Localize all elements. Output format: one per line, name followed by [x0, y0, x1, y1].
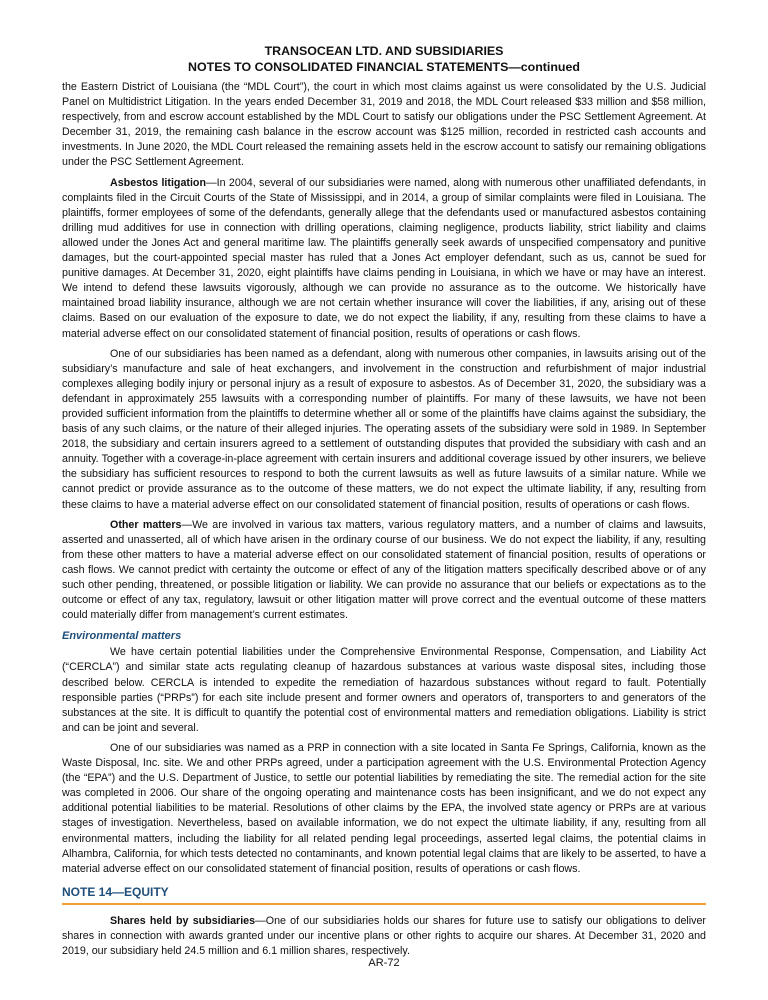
shares-held-text: —One of our subsidiaries holds our shares for future use to satisfy our obligations to deliver shares in connection with awards granted under our incentive plans or other rights to acquire our shares. At December 31, 2020 and 2019, our subsidiary held 24.5 million and 6.1 million shares, respectively. [62, 914, 706, 958]
paragraph-cercla: We have certain potential liabilities under the Comprehensive Environmental Response, Compensation, and Liability Act (“CERCLA”) and similar state acts regulating cleanup of hazardous substances at various waste disposal sites, including those described below. CERCLA is intended to expedite the remediation of hazardous substances without regard to fault. Potentially responsible parties (“PRPs”) for each site include present and former owners and operators of, transporters to and generators of the substances at the site. It is difficult to quantify the potential cost of environmental matters and remediation obligations. Liability is strict and can be joint and several. [62, 646, 706, 734]
paragraph-shares-held [62, 914, 706, 959]
document-body [62, 80, 706, 964]
paragraph-mdl-court: the Eastern District of Louisiana (the “MDL Court”), the court in which most claims against us were consolidated by the U.S. Judicial Panel on Multidistrict Litigation. In the years ended December 31, 2019 and 2018, the MDL Court released $33 million and $58 million, respectively, from and escrow account established by the MDL Court to satisfy our obligations under the PSC Settlement Agreement. At December 31, 2019, the remaining cash balance in the escrow account was $125 million, recorded in restricted cash accounts and investments. In June 2020, the MDL Court released the remaining assets held in the escrow account to satisfy our remaining obligations under the PSC Settlement Agreement. [62, 81, 706, 169]
asbestos-litigation-text: —In 2004, several of our subsidiaries were named, along with numerous other unaffiliated defendants, in complaints filed in the Circuit Courts of the State of Mississippi, and in 2014, a group of similar complaints were filed in Louisiana. The plaintiffs, former employees of some of the defendants, generally allege that the defendants used or manufactured asbestos containing drilling mud additives for use in connection with drilling operations, claiming negligence, products liability, strict liability and claims allowed under the Jones Act and general maritime law. The plaintiffs generally seek awards of unspecified compensatory and punitive damages, but the court-appointed special master has ruled that a Jones Act employer defendant, such as us, cannot be sued for punitive damages. At December 31, 2020, eight plaintiffs have claims pending in Louisiana, in which we have or may have an interest. We intend to defend these lawsuits vigorously, although we can provide no assurance as to the outcome. We historically have maintained broad liability insurance, although we are not certain whether insurance will cover the liabilities, if any, arising out of these claims. Based on our evaluation of the exposure to date, we do not expect the liability, if any, resulting from these claims to have a material adverse effect on our consolidated statement of financial position, results of operations or cash flows. [62, 176, 706, 340]
paragraph-asbestos-litigation [62, 176, 706, 342]
section-subtitle: NOTES TO CONSOLIDATED FINANCIAL STATEMENTS—continued [188, 60, 580, 74]
other-matters-heading: Other matters [110, 518, 182, 531]
asbestos-litigation-heading: Asbestos litigation [110, 176, 206, 189]
page-number: AR-72 [368, 957, 400, 969]
page-header [0, 43, 768, 75]
company-name: TRANSOCEAN LTD. AND SUBSIDIARIES [264, 44, 504, 58]
shares-held-heading: Shares held by subsidiaries [110, 914, 256, 927]
note-14-heading: NOTE 14—EQUITY [62, 885, 706, 905]
paragraph-other-matters [62, 518, 706, 624]
paragraph-heat-exchangers: One of our subsidiaries has been named as a defendant, along with numerous other companies, in lawsuits arising out of the subsidiary’s manufacture and sale of heat exchangers, and involvement in the construction and refurbishment of major industrial complexes alleging bodily injury or personal injury as a result of exposure to asbestos. As of December 31, 2020, the subsidiary was a defendant in approximately 255 lawsuits with a corresponding number of plaintiffs. For many of these lawsuits, we have not been provided sufficient information from the plaintiffs to determine whether all or some of the plaintiffs have claims against the subsidiary, the basis of any such claims, or the nature of their alleged injuries. The operating assets of the subsidiary were sold in 1989. In September 2018, the subsidiary and certain insurers agreed to a settlement of outstanding disputes that provided the subsidiary with cash and an annuity. Together with a coverage-in-place agreement with certain insurers and additional coverage issued by other insurers, we believe the subsidiary has sufficient resources to respond to both the current lawsuits as well as future lawsuits of a similar nature. While we cannot predict or provide assurance as to the outcome of these matters, we do not expect the ultimate liability, if any, resulting from these claims to have a material adverse effect on our consolidated statement of financial position, results of operations or cash flows. [62, 347, 706, 511]
paragraph-santa-fe-springs: One of our subsidiaries was named as a PRP in connection with a site located in Santa Fe Springs, California, known as the Waste Disposal, Inc. site. We and other PRPs agreed, under a participation agreement with the U.S. Environmental Protection Agency (the “EPA”) and the U.S. Department of Justice, to settle our potential liabilities by remediating the site. The remedial action for the site was completed in 2006. Our share of the ongoing operating and maintenance costs has been insignificant, and we do not expect any additional potential liabilities to be material. Resolutions of other claims by the EPA, the involved state agency or PRPs are at various stages of investigation. Nevertheless, based on available information, we do not expect the ultimate liability, if any, resulting from all environmental matters, including the liability for all related pending legal proceedings, asserted legal claims, the potential claims in Alhambra, California, for which tests detected no contaminants, and known potential legal claims that are likely to be asserted, to have a material adverse effect on our consolidated statement of financial position, results of operations or cash flows. [62, 741, 706, 875]
environmental-matters-heading: Environmental matters [62, 630, 182, 643]
other-matters-text: —We are involved in various tax matters, various regulatory matters, and a number of claims and lawsuits, asserted and unasserted, all of which have arisen in the ordinary course of our business. We do not expect the liability, if any, resulting from these other matters to have a material adverse effect on our consolidated statement of financial position, results of operations or cash flows. We cannot predict with certainty the outcome or effect of any of the litigation matters specifically described above or of any such other pending, threatened, or possible litigation or liability. We can provide no assurance that our beliefs or expectations as to the outcome or effect of any tax, regulatory, lawsuit or other litigation matter will prove correct and the eventual outcome of these matters could materially differ from management’s current estimates. [62, 518, 706, 622]
